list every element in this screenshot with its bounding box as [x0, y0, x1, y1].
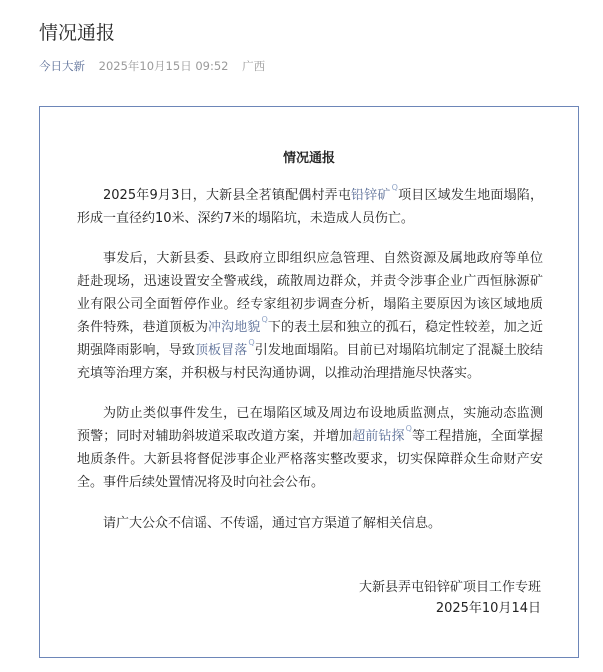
search-icon: Q	[248, 338, 255, 347]
notice-paragraph-4: 请广大公众不信谣、不传谣，通过官方渠道了解相关信息。	[103, 516, 442, 531]
signature-date: 2025年10月14日	[435, 601, 541, 616]
paragraph-text: 等工程措施，全面掌握地质条件。大新县将督促涉事企业严格落实整改要求，切实保障群众生命财产安全。事件后续处置情况将及时向社会公布。	[77, 429, 543, 490]
article-meta	[39, 58, 265, 74]
publish-region: 广西	[242, 59, 266, 73]
notice-paragraph-1	[77, 184, 543, 230]
paragraph-text: 为防止类似事件发生，已在塌陷区域及周边布设地质监测点，实施动态监测预警；同时对辅助斜坡道采取改道方案，并增加	[77, 406, 543, 444]
keyword-search-link-gully-landform[interactable]: 冲沟地貌Q	[208, 315, 268, 335]
search-icon: Q	[391, 183, 398, 192]
notice-paragraph-2	[77, 247, 543, 385]
notice-paragraph-3	[77, 402, 543, 494]
paragraph-text: 下的表土层和独立的孤石，稳定性较差，加之近期强降雨影响，导致	[77, 320, 543, 358]
keyword-search-link-advance-drilling[interactable]: 超前钻探Q	[352, 424, 412, 444]
account-name-link[interactable]: 今日大新	[39, 59, 85, 73]
article-title: 情况通报	[39, 22, 116, 44]
keyword-search-link-roof-fall[interactable]: 顶板冒落Q	[194, 338, 255, 358]
keyword-search-link-lead-zinc-mine[interactable]: 铅锌矿Q	[351, 183, 398, 203]
signature-organization: 大新县弄屯铅锌矿项目工作专班	[358, 580, 541, 595]
paragraph-text: 事发后，大新县委、县政府立即组织应急管理、自然资源及属地政府等单位赶赴现场，迅速设置安全警戒线，疏散周边群众，并责令涉事企业广西恒脉源矿业有限公司全面暂停作业。经专家组初步调查分析，塌陷主要原因为该区域地质条件特殊，巷道顶板为	[77, 251, 543, 335]
search-icon: Q	[405, 424, 412, 433]
notice-box	[39, 106, 579, 658]
paragraph-text: 2025年9月3日，大新县全茗镇配偶村弄屯	[103, 188, 352, 203]
publish-time: 2025年10月15日 09:52	[98, 59, 229, 73]
notice-heading: 情况通报	[282, 151, 335, 166]
paragraph-text: 项目区域发生地面塌陷，形成一直径约10米、深约7米的塌陷坑，未造成人员伤亡。	[77, 188, 543, 226]
paragraph-text: 引发地面塌陷。目前已对塌陷坑制定了混凝土胶结充填等治理方案，并积极与村民沟通协调，以推动治理措施尽快落实。	[77, 343, 543, 381]
search-icon: Q	[261, 315, 268, 324]
